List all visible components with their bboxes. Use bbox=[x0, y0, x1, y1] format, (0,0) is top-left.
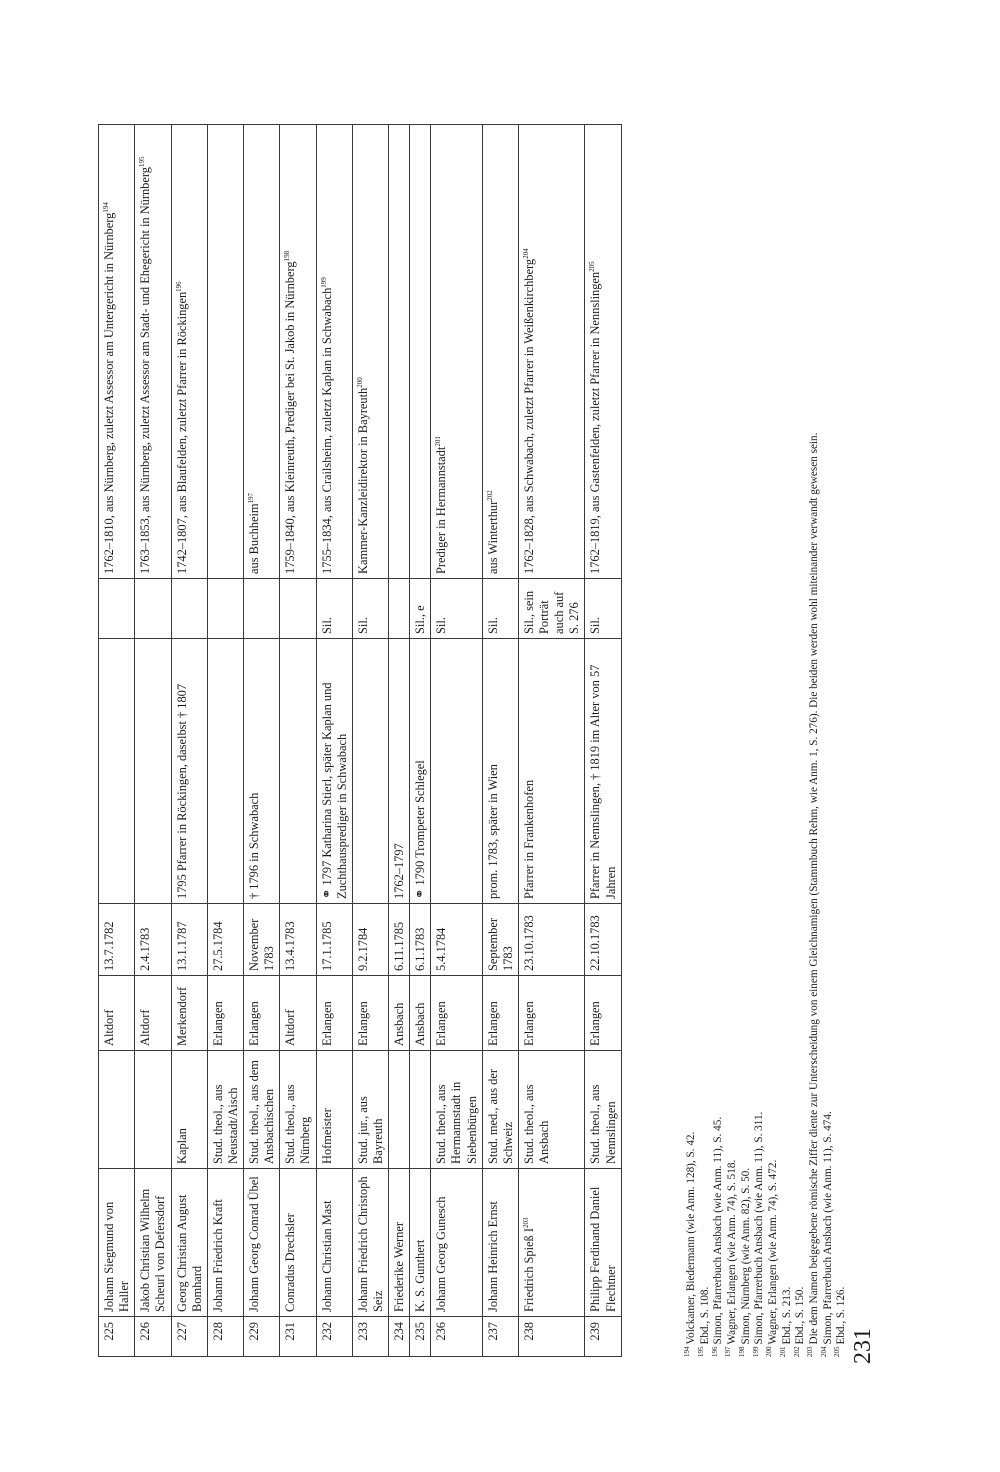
footnote-ref: 197 bbox=[246, 492, 255, 504]
cell-uni: Ansbach bbox=[410, 976, 431, 1051]
footnote-ref: 202 bbox=[485, 490, 494, 501]
footnote: 195Ebd., S. 108. bbox=[696, 1286, 711, 1357]
cell-stand: Stud. med., aus der Schweiz bbox=[482, 1051, 518, 1169]
herkunft-text: 1755–1834, aus Crailsheim, zuletzt Kaplan in Schwabach bbox=[319, 287, 334, 574]
cell-uni: Merkendorf bbox=[171, 976, 207, 1051]
cell-uni: Erlangen bbox=[482, 976, 518, 1051]
cell-stand bbox=[389, 1051, 410, 1169]
cell-silhouette: Sil. bbox=[316, 579, 352, 639]
cell-datum: 27.5.1784 bbox=[207, 904, 243, 976]
cell-stand: Stud. jur., aus Bayreuth bbox=[352, 1051, 388, 1169]
cell-bemerkung bbox=[99, 639, 135, 904]
cell-name: Johann Siegmund von Haller bbox=[99, 1169, 135, 1317]
cell-bemerkung bbox=[431, 639, 482, 904]
cell-silhouette bbox=[135, 579, 171, 639]
cell-bemerkung: ⚭ 1797 Katharina Stierl, später Kaplan und Zuchthausprediger in Schwabach bbox=[316, 639, 352, 904]
table-row bbox=[171, 125, 207, 1357]
cell-bemerkung bbox=[207, 639, 243, 904]
cell-name: Jakob Christian Wilhelm Scheurl von Defersdorf bbox=[135, 1169, 171, 1317]
table-row bbox=[280, 125, 316, 1357]
cell-datum: 22.10.1783 bbox=[585, 904, 621, 976]
cell-stand bbox=[99, 1051, 135, 1169]
table-row bbox=[352, 125, 388, 1357]
table-row bbox=[431, 125, 482, 1357]
footnote-text: Wagner, Erlangen (wie Anm. 74), S. 472. bbox=[766, 1159, 779, 1345]
cell-silhouette bbox=[207, 579, 243, 639]
cell-nr: 234 bbox=[389, 1317, 410, 1357]
table-row bbox=[316, 125, 352, 1357]
footnote: 203Die dem Namen beigegebene römische Ziffer diente zur Unterscheidung von einem Gleichnamigen (Stammbuch Rehm, wie Anm. 1, S. 276). Die beiden werden wohl miteinander verwandt gewesen sein. bbox=[806, 432, 820, 1357]
table-row bbox=[244, 125, 280, 1357]
herkunft-text: 1762–1810, aus Nürnberg, zuletzt Assessor am Untergericht in Nürnberg bbox=[102, 212, 116, 574]
cell-silhouette bbox=[99, 579, 135, 639]
cell-datum: November 1783 bbox=[244, 904, 280, 976]
footnote: 200Wagner, Erlangen (wie Anm. 74), S. 472. bbox=[765, 1159, 779, 1357]
cell-nr: 238 bbox=[518, 1317, 585, 1357]
cell-name: Friederike Werner bbox=[389, 1169, 410, 1317]
cell-herkunft bbox=[99, 125, 135, 579]
footnote-text: Ebd., S. 213. bbox=[780, 1286, 793, 1345]
herkunft-text: 1759–1840, aus Kleinreuth, Prediger bei St. Jakob in Nürnberg bbox=[283, 261, 298, 574]
cell-name: Conradus Drechsler bbox=[280, 1169, 316, 1317]
cell-uni: Altdorf bbox=[135, 976, 171, 1051]
cell-stand: Kaplan bbox=[171, 1051, 207, 1169]
cell-datum: 23.10.1783 bbox=[518, 904, 585, 976]
footnote: 197Wagner, Erlangen (wie Anm. 74), S. 518. bbox=[724, 1159, 738, 1357]
cell-bemerkung: 1795 Pfarrer in Röckingen, daselbst † 1807 bbox=[171, 639, 207, 904]
footnote-ref: 194 bbox=[101, 202, 110, 213]
cell-name: Johann Georg Conrad Übel bbox=[244, 1169, 280, 1317]
cell-herkunft bbox=[352, 125, 388, 579]
footnote-ref: 200 bbox=[355, 377, 364, 388]
cell-stand: Hofmeister bbox=[316, 1051, 352, 1169]
footnote: 194Volckamer, Biedermann (wie Anm. 128), S. 42. bbox=[683, 1131, 697, 1357]
footnote: 199Simon, Pfarrerbuch Ansbach (wie Anm. 11), S. 311. bbox=[751, 1111, 766, 1357]
footnote: 205Ebd., S. 126. bbox=[833, 1286, 848, 1357]
footnote-ref: 196 bbox=[174, 281, 183, 292]
footnote-ref: 203 bbox=[521, 1217, 530, 1229]
table-row bbox=[410, 125, 431, 1357]
cell-stand: Stud. theol., aus dem Ansbachischen bbox=[244, 1051, 280, 1169]
cell-silhouette: Sil. bbox=[585, 579, 621, 639]
cell-name: Philipp Ferdinand Daniel Flechtner bbox=[585, 1169, 621, 1317]
cell-bemerkung bbox=[135, 639, 171, 904]
cell-herkunft bbox=[482, 125, 518, 579]
cell-silhouette: Sil. bbox=[352, 579, 388, 639]
cell-name: Georg Christian August Bomhard bbox=[171, 1169, 207, 1317]
cell-silhouette bbox=[171, 579, 207, 639]
cell-datum: 17.1.1785 bbox=[316, 904, 352, 976]
table-row bbox=[518, 125, 585, 1357]
cell-herkunft bbox=[389, 125, 410, 579]
cell-name: Johann Friedrich Kraft bbox=[207, 1169, 243, 1317]
cell-datum: 13.1.1787 bbox=[171, 904, 207, 976]
cell-nr: 226 bbox=[135, 1317, 171, 1357]
footnote-ref: 198 bbox=[283, 250, 292, 262]
footnote-text: Ebd., S. 108. bbox=[698, 1286, 711, 1345]
cell-herkunft bbox=[244, 125, 280, 579]
cell-bemerkung bbox=[280, 639, 316, 904]
cell-stand: Stud. theol., aus Ansbach bbox=[518, 1051, 585, 1169]
footnote: 202Ebd., S. 150. bbox=[792, 1286, 807, 1357]
cell-uni: Erlangen bbox=[244, 976, 280, 1051]
cell-stand: Stud. theol., aus Nennslingen bbox=[585, 1051, 621, 1169]
cell-datum: 6.1.1783 bbox=[410, 904, 431, 976]
footnote-ref: 205 bbox=[588, 261, 597, 272]
entries-table bbox=[98, 124, 622, 1357]
cell-name bbox=[518, 1169, 585, 1317]
cell-silhouette: Sil. bbox=[431, 579, 482, 639]
cell-bemerkung: ⚭ 1790 Trompeter Schlegel bbox=[410, 639, 431, 904]
footnote-text: Ebd., S. 150. bbox=[794, 1286, 807, 1345]
cell-nr: 229 bbox=[244, 1317, 280, 1357]
cell-stand bbox=[135, 1051, 171, 1169]
name-text: Friedrich Spieß I bbox=[521, 1228, 536, 1312]
cell-herkunft bbox=[280, 125, 316, 579]
cell-bemerkung: 1762–1797 bbox=[389, 639, 410, 904]
footnote-text: Simon, Pfarrerbuch Ansbach (wie Anm. 11), S. 311. bbox=[753, 1111, 766, 1345]
footnote-ref: 195 bbox=[138, 156, 147, 168]
cell-herkunft bbox=[410, 125, 431, 579]
cell-silhouette: Sil., sein Porträt auch auf S. 276 bbox=[518, 579, 585, 639]
cell-uni: Erlangen bbox=[518, 976, 585, 1051]
cell-uni: Altdorf bbox=[280, 976, 316, 1051]
footnote-text: Volckamer, Biedermann (wie Anm. 128), S. 42. bbox=[685, 1131, 697, 1345]
cell-uni: Ansbach bbox=[389, 976, 410, 1051]
table-row bbox=[99, 125, 135, 1357]
cell-herkunft bbox=[518, 125, 585, 579]
footnote-text: Die dem Namen beigegebene römische Ziffer diente zur Unterscheidung von einem Gleichnamigen (Stammbuch Rehm, wie Anm. 1, S. 276). Die beiden werden wohl miteinander verwandt gewesen sein. bbox=[807, 432, 820, 1345]
herkunft-text: 1762–1819, aus Gastenfelden, zuletzt Pfarrer in Nennslingen bbox=[588, 271, 603, 574]
footnote-text: Ebd., S. 126. bbox=[835, 1286, 848, 1345]
cell-bemerkung bbox=[352, 639, 388, 904]
footnote-ref: 201 bbox=[434, 436, 443, 447]
cell-silhouette bbox=[244, 579, 280, 639]
cell-herkunft bbox=[171, 125, 207, 579]
cell-datum: 13.4.1783 bbox=[280, 904, 316, 976]
herkunft-text: aus Winterthur bbox=[485, 500, 500, 574]
cell-datum: September 1783 bbox=[482, 904, 518, 976]
cell-nr: 232 bbox=[316, 1317, 352, 1357]
cell-nr: 231 bbox=[280, 1317, 316, 1357]
table-row bbox=[389, 125, 410, 1357]
footnotes bbox=[685, 117, 849, 1357]
cell-name: K. S. Gunthert bbox=[410, 1169, 431, 1317]
footnote-text: Simon, Pfarrerbuch Ansbach (wie Anm. 11), S. 45. bbox=[712, 1116, 725, 1345]
cell-silhouette: Sil. bbox=[482, 579, 518, 639]
page-number: 231 bbox=[850, 1328, 876, 1364]
herkunft-text: Prediger in Hermannstadt bbox=[434, 446, 449, 574]
cell-nr: 236 bbox=[431, 1317, 482, 1357]
footnote-ref: 204 bbox=[521, 248, 530, 259]
cell-name: Johann Heinrich Ernst bbox=[482, 1169, 518, 1317]
herkunft-text: 1742–1807, aus Blaufelden, zuletzt Pfarrer in Röckingen bbox=[174, 291, 189, 574]
table-row bbox=[482, 125, 518, 1357]
cell-nr: 228 bbox=[207, 1317, 243, 1357]
cell-silhouette: Sil., e bbox=[410, 579, 431, 639]
cell-stand bbox=[410, 1051, 431, 1169]
cell-bemerkung: † 1796 in Schwabach bbox=[244, 639, 280, 904]
cell-herkunft bbox=[316, 125, 352, 579]
cell-silhouette bbox=[280, 579, 316, 639]
footnote: 201Ebd., S. 213. bbox=[778, 1286, 793, 1357]
cell-datum: 9.2.1784 bbox=[352, 904, 388, 976]
table-row bbox=[135, 125, 171, 1357]
cell-nr: 235 bbox=[410, 1317, 431, 1357]
cell-nr: 227 bbox=[171, 1317, 207, 1357]
cell-bemerkung: Pfarrer in Frankenhofen bbox=[518, 639, 585, 904]
cell-name: Johann Georg Gunesch bbox=[431, 1169, 482, 1317]
cell-uni: Erlangen bbox=[207, 976, 243, 1051]
herkunft-text: 1763–1853, aus Nürnberg, zuletzt Assessor am Stadt- und Ehegericht in Nürnberg bbox=[138, 167, 153, 574]
cell-nr: 239 bbox=[585, 1317, 621, 1357]
cell-uni: Erlangen bbox=[352, 976, 388, 1051]
table-row bbox=[207, 125, 243, 1357]
footnote: 198Simon, Nürnberg (wie Anm. 82), S. 50. bbox=[737, 1167, 752, 1357]
cell-name: Johann Christian Mast bbox=[316, 1169, 352, 1317]
cell-nr: 233 bbox=[352, 1317, 388, 1357]
cell-uni: Erlangen bbox=[585, 976, 621, 1051]
cell-herkunft bbox=[207, 125, 243, 579]
footnote: 204Simon, Pfarrerbuch Ansbach (wie Anm. 11), S. 474. bbox=[819, 1111, 834, 1357]
cell-stand: Stud. theol., aus Hermannstadt in Siebenbürgen bbox=[431, 1051, 482, 1169]
herkunft-text: aus Buchheim bbox=[247, 503, 261, 574]
footnote-text: Simon, Pfarrerbuch Ansbach (wie Anm. 11), S. 474. bbox=[821, 1111, 834, 1345]
cell-herkunft bbox=[431, 125, 482, 579]
cell-uni: Altdorf bbox=[99, 976, 135, 1051]
cell-silhouette bbox=[389, 579, 410, 639]
herkunft-text: 1762–1828, aus Schwabach, zuletzt Pfarrer in Weißenkirchberg bbox=[521, 258, 536, 574]
cell-uni: Erlangen bbox=[316, 976, 352, 1051]
cell-datum: 5.4.1784 bbox=[431, 904, 482, 976]
footnote-ref: 199 bbox=[319, 277, 328, 288]
table-body bbox=[99, 125, 622, 1357]
cell-bemerkung: prom. 1783, später in Wien bbox=[482, 639, 518, 904]
cell-uni: Erlangen bbox=[431, 976, 482, 1051]
table-row bbox=[585, 125, 621, 1357]
footnote-text: Simon, Nürnberg (wie Anm. 82), S. 50. bbox=[739, 1167, 752, 1345]
cell-datum: 6.11.1785 bbox=[389, 904, 410, 976]
cell-stand: Stud. theol., aus Neustadt/Aisch bbox=[207, 1051, 243, 1169]
cell-datum: 13.7.1782 bbox=[99, 904, 135, 976]
cell-nr: 225 bbox=[99, 1317, 135, 1357]
herkunft-text: Kammer-Kanzleidirektor in Bayreuth bbox=[355, 387, 370, 574]
cell-bemerkung: Pfarrer in Nennslingen, † 1819 im Alter von 57 Jahren bbox=[585, 639, 621, 904]
cell-herkunft bbox=[135, 125, 171, 579]
cell-datum: 2.4.1783 bbox=[135, 904, 171, 976]
footnote-text: Wagner, Erlangen (wie Anm. 74), S. 518. bbox=[725, 1159, 738, 1345]
cell-stand: Stud. theol., aus Nürnberg bbox=[280, 1051, 316, 1169]
cell-nr: 237 bbox=[482, 1317, 518, 1357]
footnote: 196Simon, Pfarrerbuch Ansbach (wie Anm. 11), S. 45. bbox=[710, 1116, 725, 1357]
cell-herkunft bbox=[585, 125, 621, 579]
cell-name: Johann Friedrich Christoph Seiz bbox=[352, 1169, 388, 1317]
